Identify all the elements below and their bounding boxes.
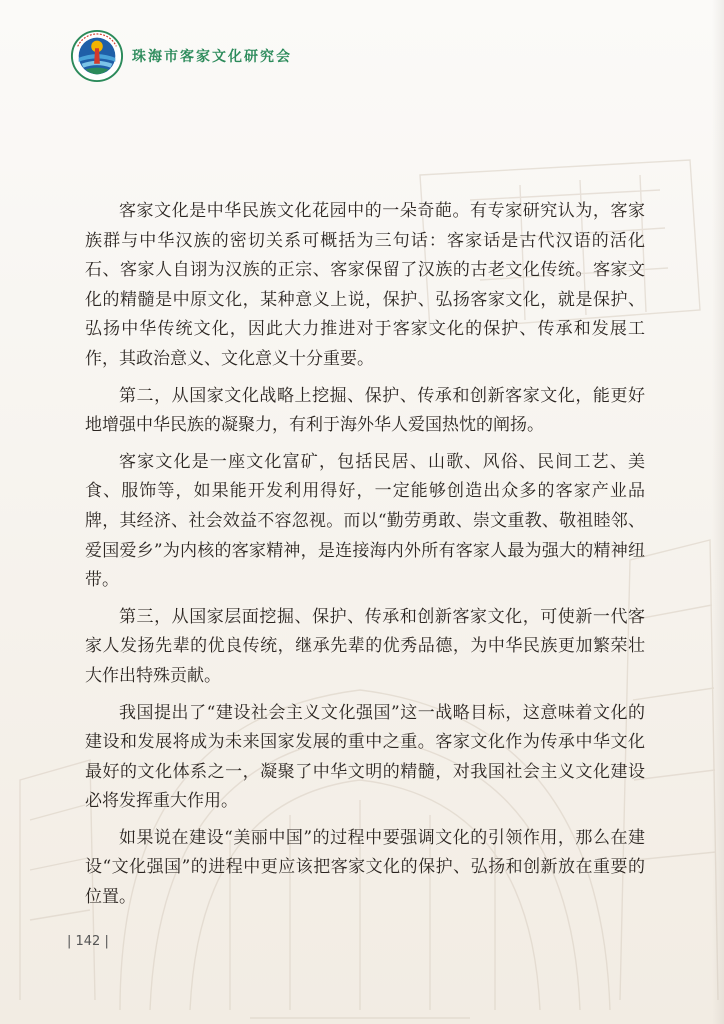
page-edge-shadow	[712, 0, 724, 1024]
organization-logo-icon	[70, 29, 124, 83]
paragraph: 第二，从国家文化战略上挖掘、保护、传承和创新客家文化，能更好地增强中华民族的凝聚力，有利于海外华人爱国热忱的阐扬。	[85, 385, 645, 436]
paragraph: 第三，从国家层面挖掘、保护、传承和创新客家文化，可使新一代客家人发扬先辈的优良传统，继承先辈的优秀品德，为中华民族更加繁荣壮大作出特殊贡献。	[85, 606, 645, 686]
page-header	[70, 30, 390, 82]
paragraph: 我国提出了“建设社会主义文化强国”这一战略目标，这意味着文化的建设和发展将成为未来国家发展的重中之重。客家文化作为传承中华文化最好的文化体系之一，凝聚了中华文明的精髓，对我国社会主义文化建设必将发挥重大作用。	[85, 702, 645, 812]
page-number: | 142 |	[67, 934, 109, 949]
paragraph: 客家文化是一座文化富矿，包括民居、山歌、风俗、民间工艺、美食、服饰等，如果能开发利用得好，一定能够创造出众多的客家产业品牌，其经济、社会效益不容忽视。而以“勤劳勇敢、崇文重教、敬祖睦邻、爱国爱乡”为内核的客家精神，是连接海内外所有客家人最为强大的精神纽带。	[85, 451, 645, 591]
article-body	[85, 197, 645, 920]
organization-name: 珠海市客家文化研究会	[132, 49, 292, 65]
paragraph: 客家文化是中华民族文化花园中的一朵奇葩。有专家研究认为，客家族群与中华汉族的密切关系可概括为三句话：客家话是古代汉语的活化石、客家人自诩为汉族的正宗、客家保留了汉族的古老文化传统。客家文化的精髓是中原文化，某种意义上说，保护、弘扬客家文化，就是保护、弘扬中华传统文化，因此大力推进对于客家文化的保护、传承和发展工作，其政治意义、文化意义十分重要。	[85, 201, 645, 369]
paragraph: 如果说在建设“美丽中国”的过程中要强调文化的引领作用，那么在建设“文化强国”的进程中更应该把客家文化的保护、弘扬和创新放在重要的位置。	[85, 827, 645, 908]
